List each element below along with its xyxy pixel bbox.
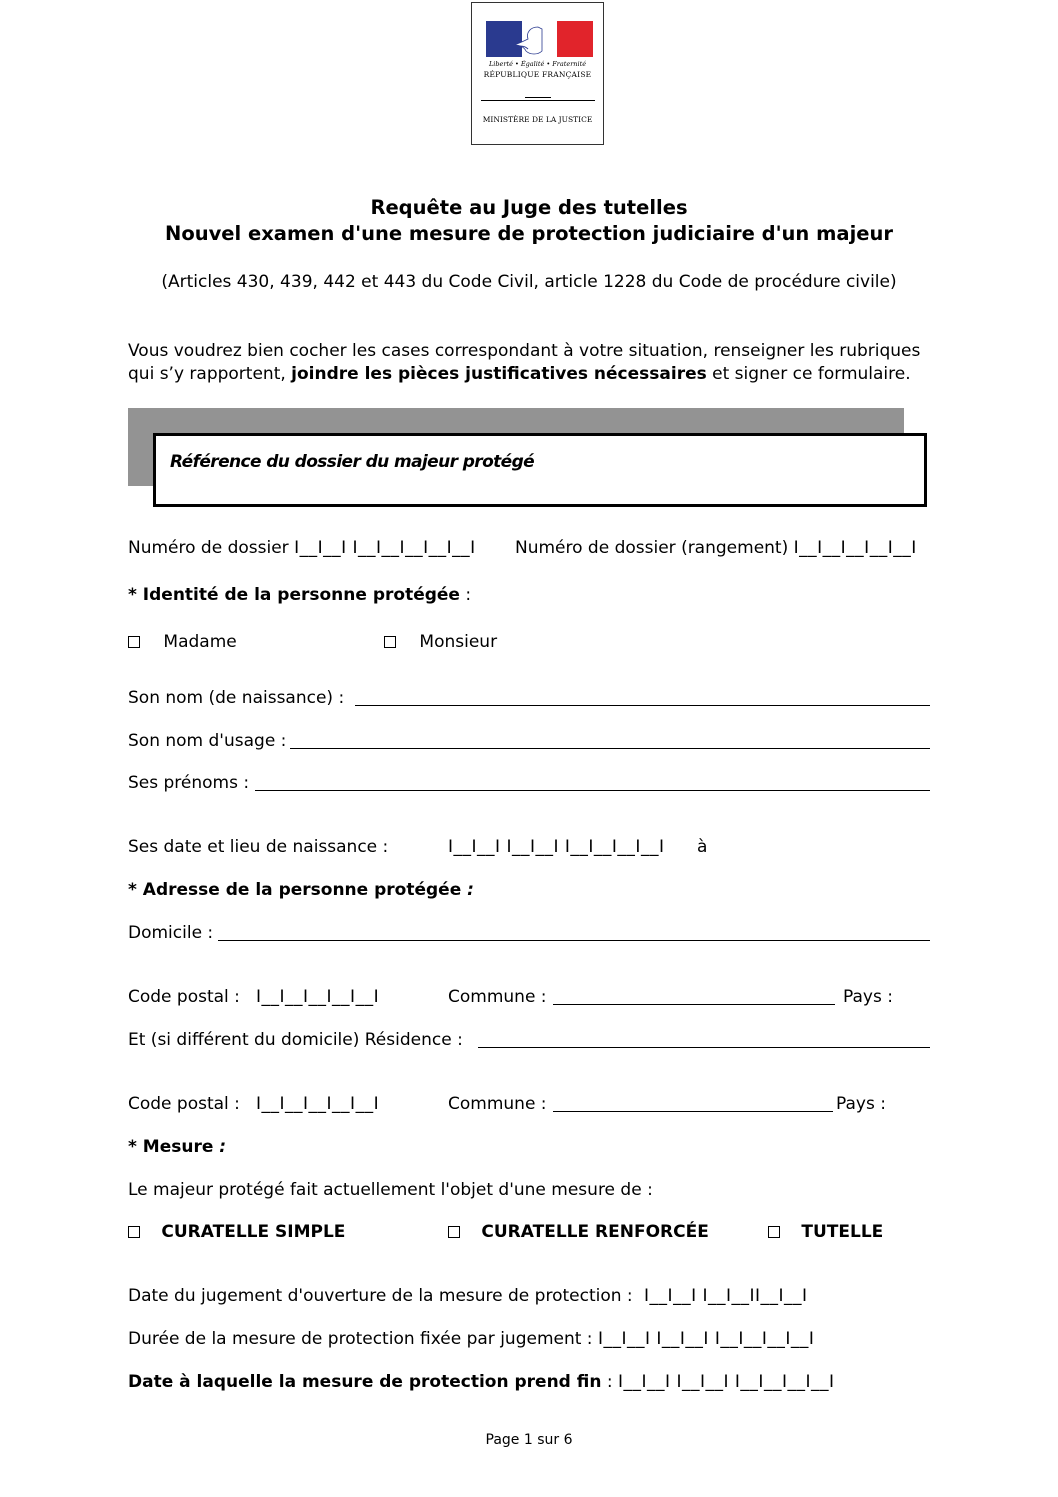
postal-code-field-2[interactable]: I__I__I__I__I__I <box>256 1094 380 1114</box>
postal-code-label: Code postal : <box>128 987 240 1007</box>
dossier-rangement-row <box>515 538 917 558</box>
duration-row <box>128 1329 814 1349</box>
address-heading: * Adresse de la personne protégée : <box>128 880 474 900</box>
birth-date-label: Ses date et lieu de naissance : <box>128 837 389 857</box>
country-label: Pays : <box>843 987 893 1007</box>
end-date-row: Date à laquelle la mesure de protection prend fin : I__I__I I__I__I I__I__I__I__I <box>128 1372 835 1392</box>
end-date-label: Date à laquelle la mesure de protection prend fin <box>128 1372 602 1392</box>
ministry-logo <box>471 2 604 145</box>
marianne-flag-icon <box>486 21 593 57</box>
legal-articles: (Articles 430, 439, 442 et 443 du Code Civil, article 1228 du Code de procédure civile) <box>161 272 897 292</box>
domicile-label: Domicile : <box>128 923 214 943</box>
dossier-number-label: Numéro de dossier <box>128 538 289 558</box>
birth-name-field[interactable] <box>355 705 930 706</box>
tutelle-checkbox[interactable] <box>768 1226 780 1238</box>
madame-option[interactable]: Madame <box>128 632 237 652</box>
end-date-field[interactable]: I__I__I I__I__I I__I__I__I__I <box>618 1372 835 1392</box>
birth-date-field[interactable]: I__I__I I__I__I I__I__I__I__I <box>448 837 665 857</box>
residence-field[interactable] <box>478 1047 930 1048</box>
curatelle-renforcee-checkbox[interactable] <box>448 1226 460 1238</box>
commune-label: Commune : <box>448 987 547 1007</box>
reference-box <box>153 433 927 507</box>
intro-line-1: Vous voudrez bien cocher les cases correspondant à votre situation, renseigner les rubriques <box>128 341 921 361</box>
curatelle-renforcee-option[interactable]: CURATELLE RENFORCÉE <box>448 1222 709 1242</box>
curatelle-simple-option[interactable]: CURATELLE SIMPLE <box>128 1222 345 1242</box>
country-label-2: Pays : <box>836 1094 886 1114</box>
residence-label: Et (si différent du domicile) Résidence : <box>128 1030 463 1050</box>
duration-label: Durée de la mesure de protection fixée par jugement : <box>128 1329 593 1349</box>
birth-place-prefix: à <box>697 837 708 857</box>
dossier-rangement-label: Numéro de dossier (rangement) <box>515 538 789 558</box>
ministry-name: MINISTÈRE DE LA JUSTICE <box>482 115 593 124</box>
postal-code-field[interactable]: I__I__I__I__I__I <box>256 987 380 1007</box>
page-number: Page 1 sur 6 <box>485 1432 573 1448</box>
measure-heading: * Mesure : <box>128 1137 227 1157</box>
opening-date-field[interactable]: I__I__I I__I__II__I__I <box>644 1286 808 1306</box>
identity-heading: * Identité de la personne protégée : <box>128 585 472 605</box>
republic-motto: Liberté • Égalité • Fraternité <box>488 60 587 68</box>
monsieur-checkbox[interactable] <box>384 636 396 648</box>
birth-name-label: Son nom (de naissance) : <box>128 688 345 708</box>
madame-checkbox[interactable] <box>128 636 140 648</box>
first-names-field[interactable] <box>255 790 930 791</box>
opening-date-row <box>128 1286 808 1306</box>
domicile-field[interactable] <box>218 940 930 941</box>
duration-field[interactable]: I__I__I I__I__I I__I__I__I__I <box>597 1329 815 1349</box>
form-subtitle: Nouvel examen d'une mesure de protection judiciaire d'un majeur <box>165 222 893 245</box>
first-names-label: Ses prénoms : <box>128 773 250 793</box>
usage-name-label: Son nom d'usage : <box>128 731 287 751</box>
measure-intro: Le majeur protégé fait actuellement l'objet d'une mesure de : <box>128 1180 653 1200</box>
opening-date-label: Date du jugement d'ouverture de la mesure de protection : <box>128 1286 633 1306</box>
tutelle-option[interactable]: TUTELLE <box>768 1222 883 1242</box>
monsieur-option[interactable]: Monsieur <box>384 632 497 652</box>
commune-label-2: Commune : <box>448 1094 547 1114</box>
postal-code-label-2: Code postal : <box>128 1094 240 1114</box>
intro-line-2: qui s’y rapportent, joindre les pièces justificatives nécessaires et signer ce formulaire. <box>128 364 911 384</box>
usage-name-field[interactable] <box>290 748 930 749</box>
commune-field[interactable] <box>553 1004 835 1005</box>
commune-field-2[interactable] <box>553 1111 833 1112</box>
reference-title: Référence du dossier du majeur protégé <box>170 452 535 472</box>
republic-name: RÉPUBLIQUE FRANÇAISE <box>483 70 592 79</box>
curatelle-simple-checkbox[interactable] <box>128 1226 140 1238</box>
dossier-number-row <box>128 538 476 558</box>
dossier-rangement-field[interactable]: I__I__I__I__I__I <box>793 538 917 558</box>
form-title: Requête au Juge des tutelles <box>370 196 688 219</box>
dossier-number-field[interactable]: I__I__I I__I__I__I__I__I <box>294 538 476 558</box>
